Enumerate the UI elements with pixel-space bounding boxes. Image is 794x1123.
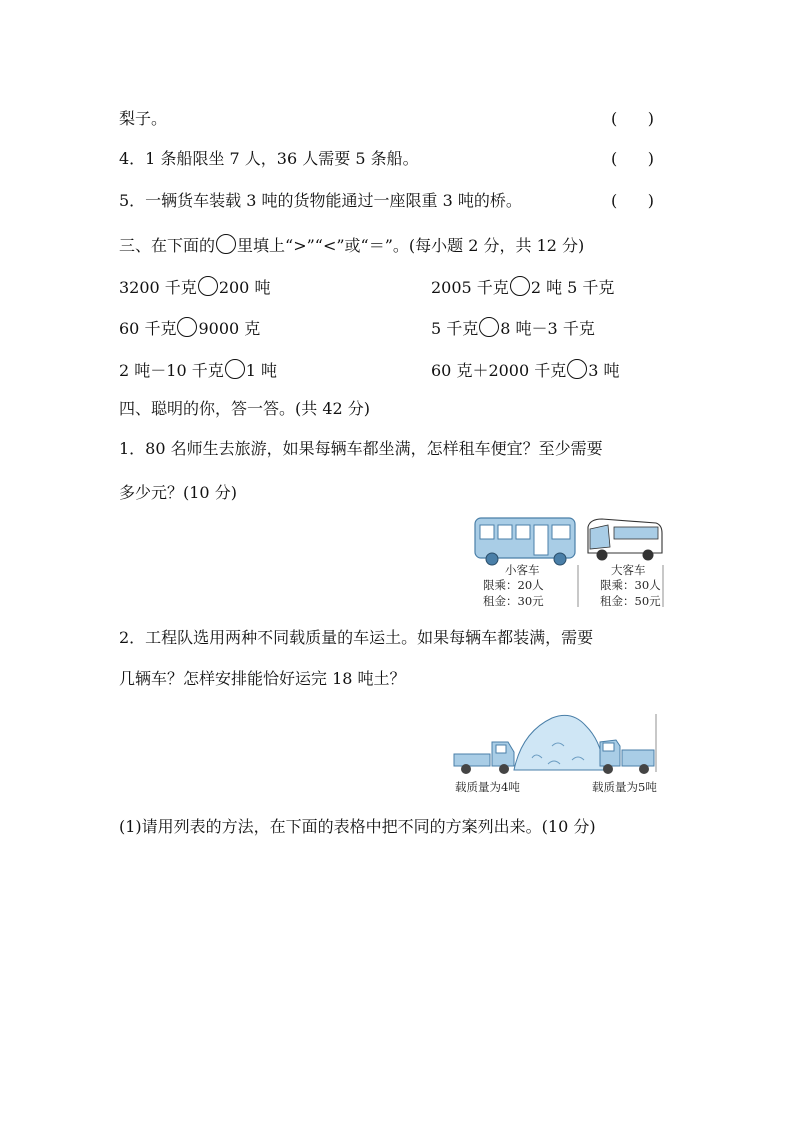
- answer-circle[interactable]: [177, 317, 197, 337]
- compare-item: [431, 359, 620, 381]
- section-title: 四、聪明的你，答一答。(共 42 分): [119, 399, 371, 418]
- compare-left: 60 克＋2000 千克: [431, 361, 567, 380]
- answer-parentheses[interactable]: ( ): [611, 191, 654, 210]
- section-title-part: 里填上“>”“<”或“＝”。(每小题 2 分，共 12 分): [237, 236, 585, 255]
- truck-drawings: [452, 712, 658, 778]
- answer-parentheses[interactable]: ( ): [611, 149, 654, 168]
- compare-left: 5 千克: [431, 319, 479, 338]
- question-text: 几辆车？怎样安排能恰好运完 18 吨土？: [119, 669, 406, 688]
- answer-parentheses[interactable]: ( ): [611, 109, 654, 128]
- compare-left: 60 千克: [119, 319, 177, 338]
- compare-right: 1 吨: [245, 361, 277, 380]
- compare-item: [119, 317, 260, 339]
- small-bus-icon: [475, 518, 575, 565]
- section-title-part: 三、在下面的: [119, 236, 216, 255]
- small-truck-caption: 载质量为4吨: [455, 780, 520, 794]
- big-truck-caption: 载质量为5吨: [592, 780, 657, 794]
- big-bus-name: 大客车: [611, 563, 646, 577]
- answer-circle[interactable]: [567, 359, 587, 379]
- small-bus-rent: 租金：30元: [483, 594, 544, 608]
- answer-circle[interactable]: [198, 276, 218, 296]
- small-truck-icon: [454, 742, 514, 774]
- question-text: 1．80 名师生去旅游，如果每辆车都坐满，怎样租车便宜？至少需要: [119, 439, 603, 458]
- big-truck-icon: [600, 740, 654, 774]
- compare-item: [431, 276, 614, 298]
- question-text: 多少元？(10 分): [119, 483, 237, 502]
- compare-right: 200 吨: [218, 278, 271, 297]
- compare-right: 2 吨 5 千克: [530, 278, 615, 297]
- compare-item: [119, 359, 277, 381]
- answer-circle[interactable]: [479, 317, 499, 337]
- truck-illustration: [452, 712, 658, 778]
- question-text: 梨子。: [119, 109, 168, 128]
- compare-right: 9000 克: [198, 319, 261, 338]
- small-bus-name: 小客车: [505, 563, 540, 577]
- big-bus-rent: 租金：50元: [600, 594, 661, 608]
- compare-left: 2 吨－10 千克: [119, 361, 224, 380]
- compare-right: 8 吨－3 千克: [500, 319, 595, 338]
- question-text: 2．工程队选用两种不同载质量的车运土。如果每辆车都装满，需要: [119, 628, 594, 647]
- compare-right: 3 吨: [588, 361, 620, 380]
- compare-left: 2005 千克: [431, 278, 509, 297]
- answer-circle[interactable]: [510, 276, 530, 296]
- circle-icon: [216, 234, 236, 254]
- question-text: (1)请用列表的方法，在下面的表格中把不同的方案列出来。(10 分): [119, 817, 596, 836]
- big-bus-icon: [588, 519, 662, 561]
- question-text: 5．一辆货车装载 3 吨的货物能通过一座限重 3 吨的桥。: [119, 191, 522, 210]
- compare-item: [119, 276, 270, 298]
- compare-left: 3200 千克: [119, 278, 197, 297]
- small-bus-limit: 限乘：20人: [483, 578, 544, 592]
- answer-circle[interactable]: [225, 359, 245, 379]
- big-bus-limit: 限乘：30人: [600, 578, 661, 592]
- question-text: 4．1 条船限坐 7 人，36 人需要 5 条船。: [119, 149, 419, 168]
- section-title: [119, 234, 584, 256]
- compare-item: [431, 317, 595, 339]
